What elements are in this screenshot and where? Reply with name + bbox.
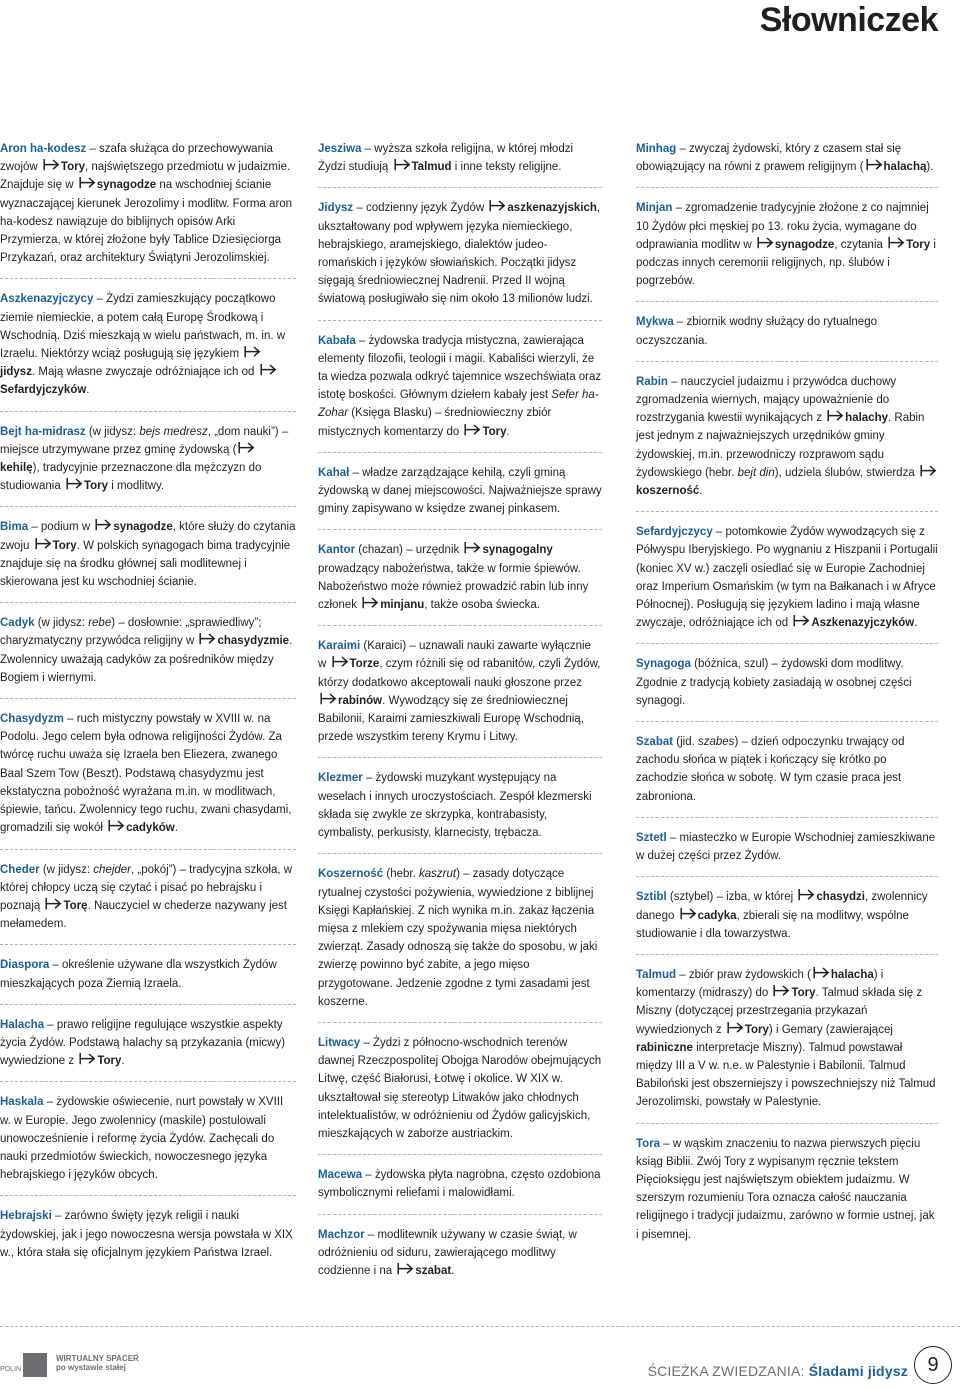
arrow-right-icon bbox=[260, 364, 277, 376]
glossary-term: Sztetl bbox=[636, 831, 667, 844]
glossary-term: Sefardyjczycy bbox=[636, 526, 713, 539]
polin-logo-icon bbox=[23, 1353, 47, 1377]
arrow-right-icon bbox=[332, 656, 349, 668]
glossary-term: Haskala bbox=[0, 1096, 44, 1109]
cross-reference: synagogalny bbox=[482, 544, 553, 557]
definition-text: . Rabin jest jednym z najważniejszych urzędników gminy żydowskiej, m.in. przewodniczy rozprawom sądu żydowskiego (hebr. bbox=[636, 412, 925, 479]
glossary-term: Kahał bbox=[318, 466, 350, 479]
definition-text: ), tradycyjnie przeznaczone dla mężczyzn do studiowania bbox=[0, 462, 262, 493]
cross-reference: kehilę bbox=[0, 462, 33, 475]
cross-reference: halacha bbox=[830, 968, 874, 981]
cross-reference: Torę bbox=[63, 899, 88, 912]
definition-text: . bbox=[506, 425, 510, 438]
arrow-right-icon bbox=[79, 1053, 96, 1065]
glossary-entry bbox=[636, 140, 938, 188]
glossary-term: Halacha bbox=[0, 1018, 45, 1031]
tour-path-prefix: ŚCIEŻKA ZWIEDZANIA: bbox=[647, 1363, 809, 1379]
arrow-right-icon bbox=[35, 538, 52, 550]
glossary-entry bbox=[636, 1135, 938, 1255]
glossary-term: Klezmer bbox=[318, 772, 363, 785]
glossary-term: Minjan bbox=[636, 202, 673, 215]
definition-text: , także osoba świecka. bbox=[424, 599, 540, 612]
definition-text: – Żydzi z północno-wschodnich terenów dawnej Rzeczpospolitej Obojga Narodów obejmujących Litwę, część Białorusi, Łotwę i okolice. W XIX w. ukształtował się stereotyp Litwaków jako chłodnych intelektualistów, w odróżnieniu od Żydów galicyjskich, mieszkających w zaborze austriackim. bbox=[318, 1036, 602, 1140]
definition-text: – modlitewnik używany w czasie świąt, w odróżnieniu od siduru, zawierającego modlitwy codzienne i na bbox=[318, 1228, 577, 1277]
virtual-tour-line-1: WIRTUALNY SPACER bbox=[56, 1354, 139, 1363]
arrow-right-icon bbox=[866, 159, 883, 171]
arrow-right-icon bbox=[43, 159, 60, 171]
glossary-entry bbox=[318, 865, 602, 1023]
arrow-right-icon bbox=[757, 237, 774, 249]
glossary-entry bbox=[318, 464, 602, 531]
definition-text: (jid. bbox=[673, 736, 698, 749]
glossary-entry bbox=[0, 614, 296, 699]
page-title: Słowniczek bbox=[759, 0, 938, 39]
glossary-entry bbox=[0, 1093, 296, 1196]
cross-reference: Tory bbox=[744, 1023, 769, 1036]
cross-reference: halachy bbox=[845, 412, 888, 425]
glossary-term: Litwacy bbox=[318, 1036, 361, 1049]
glossary-entry bbox=[0, 290, 296, 411]
glossary-entry bbox=[318, 1034, 602, 1155]
glossary-entry bbox=[318, 1226, 602, 1292]
cross-reference: Tory bbox=[60, 161, 85, 174]
cross-reference: cadyka bbox=[697, 909, 737, 922]
definition-text: (w jidysz: bbox=[85, 425, 140, 438]
arrow-right-icon bbox=[320, 693, 337, 705]
definition-text: – codzienny język Żydów bbox=[353, 202, 488, 215]
arrow-right-icon bbox=[798, 889, 815, 901]
glossary-term: Macewa bbox=[318, 1169, 363, 1182]
glossary-entry bbox=[636, 313, 938, 361]
arrow-right-icon bbox=[793, 615, 810, 627]
arrow-right-icon bbox=[827, 410, 844, 422]
definition-text: – szafa służąca do przechowywania zwojów bbox=[0, 143, 273, 174]
arrow-right-icon bbox=[45, 898, 62, 910]
virtual-tour-line-2: po wystawie stałej bbox=[56, 1363, 126, 1372]
definition-text: – zgromadzenie tradycyjnie złożone z co najmniej 10 Żydów płci męskiej po 13. roku życia, wymagane do odprawiania modlitw w bbox=[636, 202, 929, 251]
arrow-right-icon bbox=[813, 967, 830, 979]
glossary-term: Rabin bbox=[636, 375, 668, 388]
cross-reference: rabinów bbox=[338, 694, 383, 707]
definition-text: prowadzący nabożeństwa, także w formie śpiewów. Nabożeństwo może również prowadzić rabin lub inny członek bbox=[318, 562, 589, 612]
page-header bbox=[760, 0, 960, 40]
cross-reference: Tory bbox=[83, 480, 109, 493]
glossary-term: Chasydyzm bbox=[0, 713, 64, 726]
glossary-term: Kantor bbox=[318, 544, 356, 557]
glossary-term: Karaimi bbox=[318, 640, 361, 653]
definition-text: – zwyczaj żydowski, który z czasem stał się obowiązujący na równi z prawem religijnym ( bbox=[636, 143, 902, 174]
definition-text: – nauczyciel judaizmu i przywódca duchowy zgromadzenia wiernych, mający upoważnienie do rozstrzygania kwestii wynikających z bbox=[636, 375, 897, 425]
definition-text: ) – zasady dotyczące rytualnej czystości pożywienia, wywiedzione z biblijnej Księgi Kapłańskiej. Z nich wynika m.in. zakaz łączenia mięsa z mlekiem czy spożywania mięsa niektórych zwierząt. Zasady odnoszą się także do sposobu, w jaki zwierzę powinno być zabite, a jego mięso przygotowane. Jedzenie zgodne z tymi zasadami jest koszerne. bbox=[318, 868, 598, 1008]
definition-text: . bbox=[699, 485, 703, 498]
definition-text: . W polskich synagogach bima tradycyjnie znajduje się na środku głównej sali modlitewnej i skierowana jest ku wschodniej ścianie. bbox=[0, 539, 291, 589]
polin-logo-text: POLIN bbox=[0, 1366, 22, 1373]
definition-text: . Wywodzący się ze średniowiecznej Babilonii, Karaimi zamieszkiwali Europę Wschodnią, przede wszystkim tereny Krymu i Litwy. bbox=[318, 694, 584, 744]
arrow-right-icon bbox=[888, 237, 905, 249]
arrow-right-icon bbox=[464, 542, 481, 554]
arrow-right-icon bbox=[108, 820, 125, 832]
definition-text: , „pokój”) – tradycyjna szkoła, w której chłopcy uczą się czytać i pisać po hebrajsku i poznają bbox=[0, 863, 293, 912]
glossary-term: Hebrajski bbox=[0, 1210, 52, 1223]
cross-reference: Tory bbox=[906, 238, 931, 251]
definition-text: i podczas innych ceremonii religijnych, np. ślubów i pogrzebów. bbox=[636, 238, 936, 288]
definition-text: – potomkowie Żydów wywodzących się z Półwyspu Iberyjskiego. Po wygnaniu z Hiszpanii i Portugalii (koniec XV w.) zaczęli osiedlać się w Europie Zachodniej oraz Imperium Osmańskim (w tym na Bałkanach i w Afryce Północnej). Posługują się językiem ladino i mają własne zwyczaje, odróżniające ich od bbox=[636, 526, 938, 630]
cross-reference: Tory bbox=[52, 539, 77, 552]
glossary-term: Tora bbox=[636, 1137, 661, 1150]
glossary-entry bbox=[636, 829, 938, 877]
definition-text: – w wąskim znaczeniu to nazwa pierwszych pięciu ksiąg Biblii. Zwój Tory z wypisanym ręcznie tekstem Pięcioksięgu jest najświętszym obiektem judaizmu. W szerszym rozumieniu Tora oznacza całość nauczania religijnego i tradycji judaizmu, zarówno w formie ustnej, jak i pisemnej. bbox=[636, 1137, 935, 1241]
glossary-term: Sztibl bbox=[636, 891, 667, 904]
arrow-right-icon bbox=[489, 200, 506, 212]
definition-text: , „dom nauki”) – miejsce utrzymywane przez gminę żydowską ( bbox=[0, 425, 289, 456]
glossary-entry bbox=[0, 423, 296, 508]
definition-text: . Mają własne zwyczaje odróżniające ich od bbox=[31, 366, 258, 379]
glossary-entry bbox=[0, 861, 296, 946]
definition-text: . bbox=[451, 1264, 455, 1277]
glossary-term: Szabat bbox=[636, 736, 674, 749]
glossary-entry bbox=[636, 199, 938, 302]
definition-text: i inne teksty religijne. bbox=[451, 161, 562, 174]
glossary-column-2 bbox=[318, 140, 602, 1302]
glossary-term: Kabała bbox=[318, 334, 356, 347]
glossary-entry bbox=[0, 956, 296, 1004]
glossary-entry bbox=[636, 733, 938, 818]
definition-text: ) – dzień odpoczynku trwający od zachodu słońca w piątek i kończący się krótko po zachodzie słońca w sobotę. W tym czasie praca jest zabroniona. bbox=[636, 736, 905, 803]
definition-text: (w jidysz: bbox=[34, 617, 89, 630]
glossary-entry bbox=[636, 966, 938, 1124]
definition-text: – Żydzi zamieszkujący początkowo ziemie niemieckie, a potem całą Europę Środkową i Wschodnią. Dziś mieszkają w wielu państwach, m. in. w Izraelu. Niektórzy wciąż posługują się językiem bbox=[0, 293, 286, 361]
foreign-term: Sefer ha-Zohar bbox=[318, 389, 599, 420]
definition-text: . bbox=[86, 384, 90, 397]
glossary-term: Koszerność bbox=[318, 868, 384, 881]
definition-text: – zbiornik wodny służący do rytualnego oczyszczania. bbox=[636, 316, 877, 347]
definition-text: (Karaici) – uznawali nauki zawarte wyłącznie w bbox=[318, 640, 591, 671]
definition-text: (Księga Blasku) – średniowieczny zbiór mistycznych komentarzy do bbox=[318, 407, 552, 438]
foreign-term: bejt din bbox=[737, 466, 775, 479]
arrow-right-icon bbox=[394, 159, 411, 171]
definition-text: – podium w bbox=[28, 521, 94, 534]
glossary-entry bbox=[636, 655, 938, 722]
glossary-term: Synagoga bbox=[636, 658, 691, 671]
arrow-right-icon bbox=[95, 519, 112, 531]
definition-text: , zwolennicy danego bbox=[636, 891, 928, 922]
definition-text: , które służy do czytania zwoju bbox=[0, 521, 296, 552]
definition-text: (chazan) – urzędnik bbox=[355, 544, 463, 557]
definition-text: – żydowski muzykant występujący na weselach i innych uroczystościach. Zespół klezmerski składa się zwykle ze skrzypka, kontrabasisty, cymbalisty, perkusisty, klarnecisty, trębacza. bbox=[318, 772, 592, 840]
glossary-entry bbox=[0, 1207, 296, 1273]
glossary-term: Cadyk bbox=[0, 617, 35, 630]
cross-reference: Tory bbox=[791, 987, 816, 1000]
definition-text: . bbox=[914, 617, 918, 630]
definition-text: (sztybel) – izba, w której bbox=[666, 891, 797, 904]
definition-text: , ukształtowany pod wpływem języka niemieckiego, hebrajskiego, aramejskiego, dialektów judeo-romańskich i języków słowiańskich. Początki jidysz sięgają średniowiecznej Nadrenii. Przed II wojną światową posługiwało się nim około 13 milionów ludzi. bbox=[318, 202, 601, 306]
definition-text: , najświętszego przedmiotu w judaizmie. Znajduje się w bbox=[0, 161, 291, 192]
definition-text: na wschodniej ścianie wyznaczającej kierunek Jerozolimy i modlitw. Forma aron ha-kodesz nawiązuje do biblijnych opisów Arki Przymierza, w której złożone były Tablice Dziesięciorga Przykazań, oraz architektury Świątyni Jerozolimskiej. bbox=[0, 179, 293, 265]
cross-reference: Sefardyjczyków bbox=[0, 384, 87, 397]
cross-reference: chasydzi bbox=[816, 891, 865, 904]
definition-text: (hebr. bbox=[383, 868, 419, 881]
glossary-entry bbox=[636, 373, 938, 512]
glossary-column-1 bbox=[0, 140, 296, 1284]
definition-text: – ruch mistyczny powstały w XVIII w. na Podolu. Jego celem była odnowa religijności Żydów. Za twórcę ruchu uważa się Izraela ben Eliezera, zwanego Baal Szem Tow (Beszt). Podstawą chasydyzmu jest ekstatyczna pobożność wyrażana m.in. w modlitwach, śpiewie, tańcu. Zwolennicy tego ruchu, zwani chasydami, gromadzili się wokół bbox=[0, 713, 292, 835]
definition-text: – władze zarządzające kehilą, czyli gminą żydowską w danej miejscowości. Najważniejsze sprawy gminy zapisywano w księdze zwanej pinkasem. bbox=[318, 466, 602, 516]
tour-path-name: Śladami jidysz bbox=[808, 1363, 908, 1379]
glossary-entry bbox=[636, 888, 938, 955]
definition-text: ) i komentarzy (midraszy) do bbox=[636, 968, 884, 1000]
glossary-entry bbox=[0, 140, 296, 279]
definition-text: . bbox=[174, 822, 178, 835]
definition-text: – zbiór praw żydowskich ( bbox=[676, 968, 811, 981]
definition-text: ), udziela ślubów, stwierdza bbox=[774, 466, 918, 479]
glossary-entry bbox=[0, 1016, 296, 1083]
glossary-term: Jesziwa bbox=[318, 143, 362, 155]
definition-text: ) i Gemary (zawierającej bbox=[768, 1023, 893, 1036]
cross-reference: synagodze bbox=[113, 521, 173, 534]
cross-reference: halachą bbox=[883, 161, 927, 174]
cross-reference: Tory bbox=[482, 425, 507, 438]
cross-reference: synagodze bbox=[774, 238, 835, 251]
cross-reference: koszerność bbox=[636, 485, 700, 498]
cross-reference: Torze bbox=[349, 658, 380, 671]
glossary-term: Aron ha-kodesz bbox=[0, 143, 87, 155]
glossary-entry bbox=[0, 518, 296, 603]
foreign-term: bejs medresz bbox=[139, 425, 208, 438]
foreign-term: rebe bbox=[88, 617, 112, 630]
cross-reference: Aszkenazyjczyków bbox=[811, 617, 915, 630]
foreign-term: szabes bbox=[698, 736, 735, 749]
definition-text: , czytania bbox=[834, 238, 887, 251]
glossary-term: Talmud bbox=[636, 968, 677, 981]
definition-text: . Zwolennicy uważają cadyków za pośredników między Bogiem i wiernymi. bbox=[0, 635, 293, 684]
glossary-entry bbox=[318, 332, 602, 453]
glossary-entry bbox=[318, 199, 602, 320]
cross-reference: aszkenazyjskich bbox=[507, 202, 597, 215]
glossary-term: Aszkenazyjczycy bbox=[0, 293, 94, 306]
cross-reference: chasydyzmie bbox=[217, 635, 290, 648]
glossary-term: Jidysz bbox=[318, 202, 354, 215]
glossary-term: Cheder bbox=[0, 863, 40, 876]
glossary-entry bbox=[318, 140, 602, 188]
definition-text: (w jidysz: bbox=[39, 863, 94, 876]
definition-text: . bbox=[121, 1055, 125, 1068]
arrow-right-icon bbox=[464, 424, 481, 436]
cross-reference: Talmud bbox=[411, 161, 452, 174]
page-number: 9 bbox=[914, 1346, 952, 1384]
glossary-entry bbox=[318, 769, 602, 854]
cross-reference: synagodze bbox=[96, 179, 157, 192]
arrow-right-icon bbox=[397, 1263, 414, 1275]
glossary-term: Bima bbox=[0, 521, 29, 534]
definition-text: (bóżnica, szul) – żydowski dom modlitwy. Zgodnie z tradycją kobiety zasiadają w osobnej części synagogi. bbox=[636, 658, 912, 707]
cross-reference: Tory bbox=[97, 1055, 122, 1068]
arrow-right-icon bbox=[362, 597, 379, 609]
glossary-term: Diaspora bbox=[0, 959, 50, 972]
arrow-right-icon bbox=[244, 346, 261, 358]
virtual-tour-label bbox=[56, 1354, 139, 1372]
arrow-right-icon bbox=[238, 442, 255, 454]
definition-text: – miasteczko w Europie Wschodniej zamieszkiwane w dużej części przez Żydów. bbox=[636, 831, 936, 863]
emphasized-text: rabiniczne bbox=[636, 1041, 693, 1054]
foreign-term: chejder bbox=[93, 863, 132, 876]
definition-text: ) – dosłownie: „sprawiedliwy”; charyzmatyczny przywódca religijny w bbox=[0, 617, 262, 648]
definition-text: . Talmud składa się z Miszny (dotyczącej przestrzegania przykazań wywiedzionych z bbox=[636, 987, 923, 1036]
glossary-term: Mykwa bbox=[636, 316, 674, 329]
arrow-right-icon bbox=[727, 1022, 744, 1034]
glossary-term: Bejt ha-midrasz bbox=[0, 425, 86, 438]
arrow-right-icon bbox=[680, 908, 697, 920]
definition-text: interpretacje Miszny). Talmud powstawał między III a V w. n.e. w Palestynie i Babilonii. Talmud Babiloński jest obszerniejszy i powszechniejszy niż Talmud Jerozolimski, powstały w Palestynie. bbox=[636, 1041, 936, 1109]
arrow-right-icon bbox=[773, 985, 790, 997]
glossary-entry bbox=[318, 637, 602, 758]
cross-reference: cadyków bbox=[126, 822, 175, 835]
arrow-right-icon bbox=[920, 465, 937, 477]
definition-text: ). bbox=[926, 161, 934, 174]
glossary-entry bbox=[318, 541, 602, 626]
glossary-entry bbox=[318, 1166, 602, 1214]
definition-text: . Nauczyciel w chederze nazywany jest mełamedem. bbox=[0, 899, 287, 931]
definition-text: – wyższa szkoła religijna, w której młodzi Żydzi studiują bbox=[318, 143, 574, 174]
glossary-term: Machzor bbox=[318, 1228, 365, 1241]
glossary-column-3 bbox=[636, 140, 938, 1266]
cross-reference: szabat bbox=[415, 1264, 452, 1277]
arrow-right-icon bbox=[199, 633, 216, 645]
definition-text: – określenie używane dla wszystkich Żydów mieszkających poza Ziemią Izraela. bbox=[0, 959, 277, 990]
definition-text: – żydowska płyta nagrobna, często ozdobiona symbolicznymi reliefami i malowidłami. bbox=[318, 1169, 601, 1200]
arrow-right-icon bbox=[66, 478, 83, 490]
footer-divider bbox=[0, 1326, 960, 1327]
definition-text: – żydowskie oświecenie, nurt powstały w XVIII w. w Europie. Jego zwolennicy (maskile) postulowali unowocześnienie i reformę życia Żydów. Zachęcali do nauki przedmiotów świeckich, nowoczesnego języka hebrajskiego i języków obcych. bbox=[0, 1096, 284, 1182]
definition-text: – zarówno święty język religii i nauki żydowskiej, jak i jego nowoczesna wersja powstała w XIX w., która stała się oficjalnym językiem Państwa Izrael. bbox=[0, 1210, 293, 1259]
cross-reference: jidysz bbox=[0, 366, 32, 379]
glossary-entry bbox=[636, 523, 938, 644]
arrow-right-icon bbox=[79, 177, 96, 189]
definition-text: , zbierali się na modlitwy, wspólne studiowanie i dla towarzystwa. bbox=[636, 909, 909, 940]
foreign-term: kaszrut bbox=[419, 868, 457, 881]
definition-text: – żydowska tradycja mistyczna, zawierająca elementy filozofii, teologii i magii. Kabaliści wierzyli, że ta wiedza pozwala odkryć tajemnice wszechświata oraz istotę boskości. Głównym dziełem kabały jest bbox=[318, 334, 602, 402]
glossary-entry bbox=[0, 710, 296, 849]
definition-text: i modlitwy. bbox=[108, 480, 165, 493]
cross-reference: minjanu bbox=[380, 599, 425, 612]
page-footer bbox=[0, 1326, 960, 1388]
definition-text: , czym różnili się od rabanitów, czyli Żydów, którzy dodatkowo akceptowali nauki głoszone przez bbox=[318, 658, 601, 689]
glossary-term: Minhag bbox=[636, 143, 677, 155]
definition-text: – prawo religijne regulujące wszystkie aspekty życia Żydów. Podstawą halachy są przykazania (micwy) wywiedzione z bbox=[0, 1018, 286, 1068]
tour-path bbox=[648, 1363, 908, 1379]
